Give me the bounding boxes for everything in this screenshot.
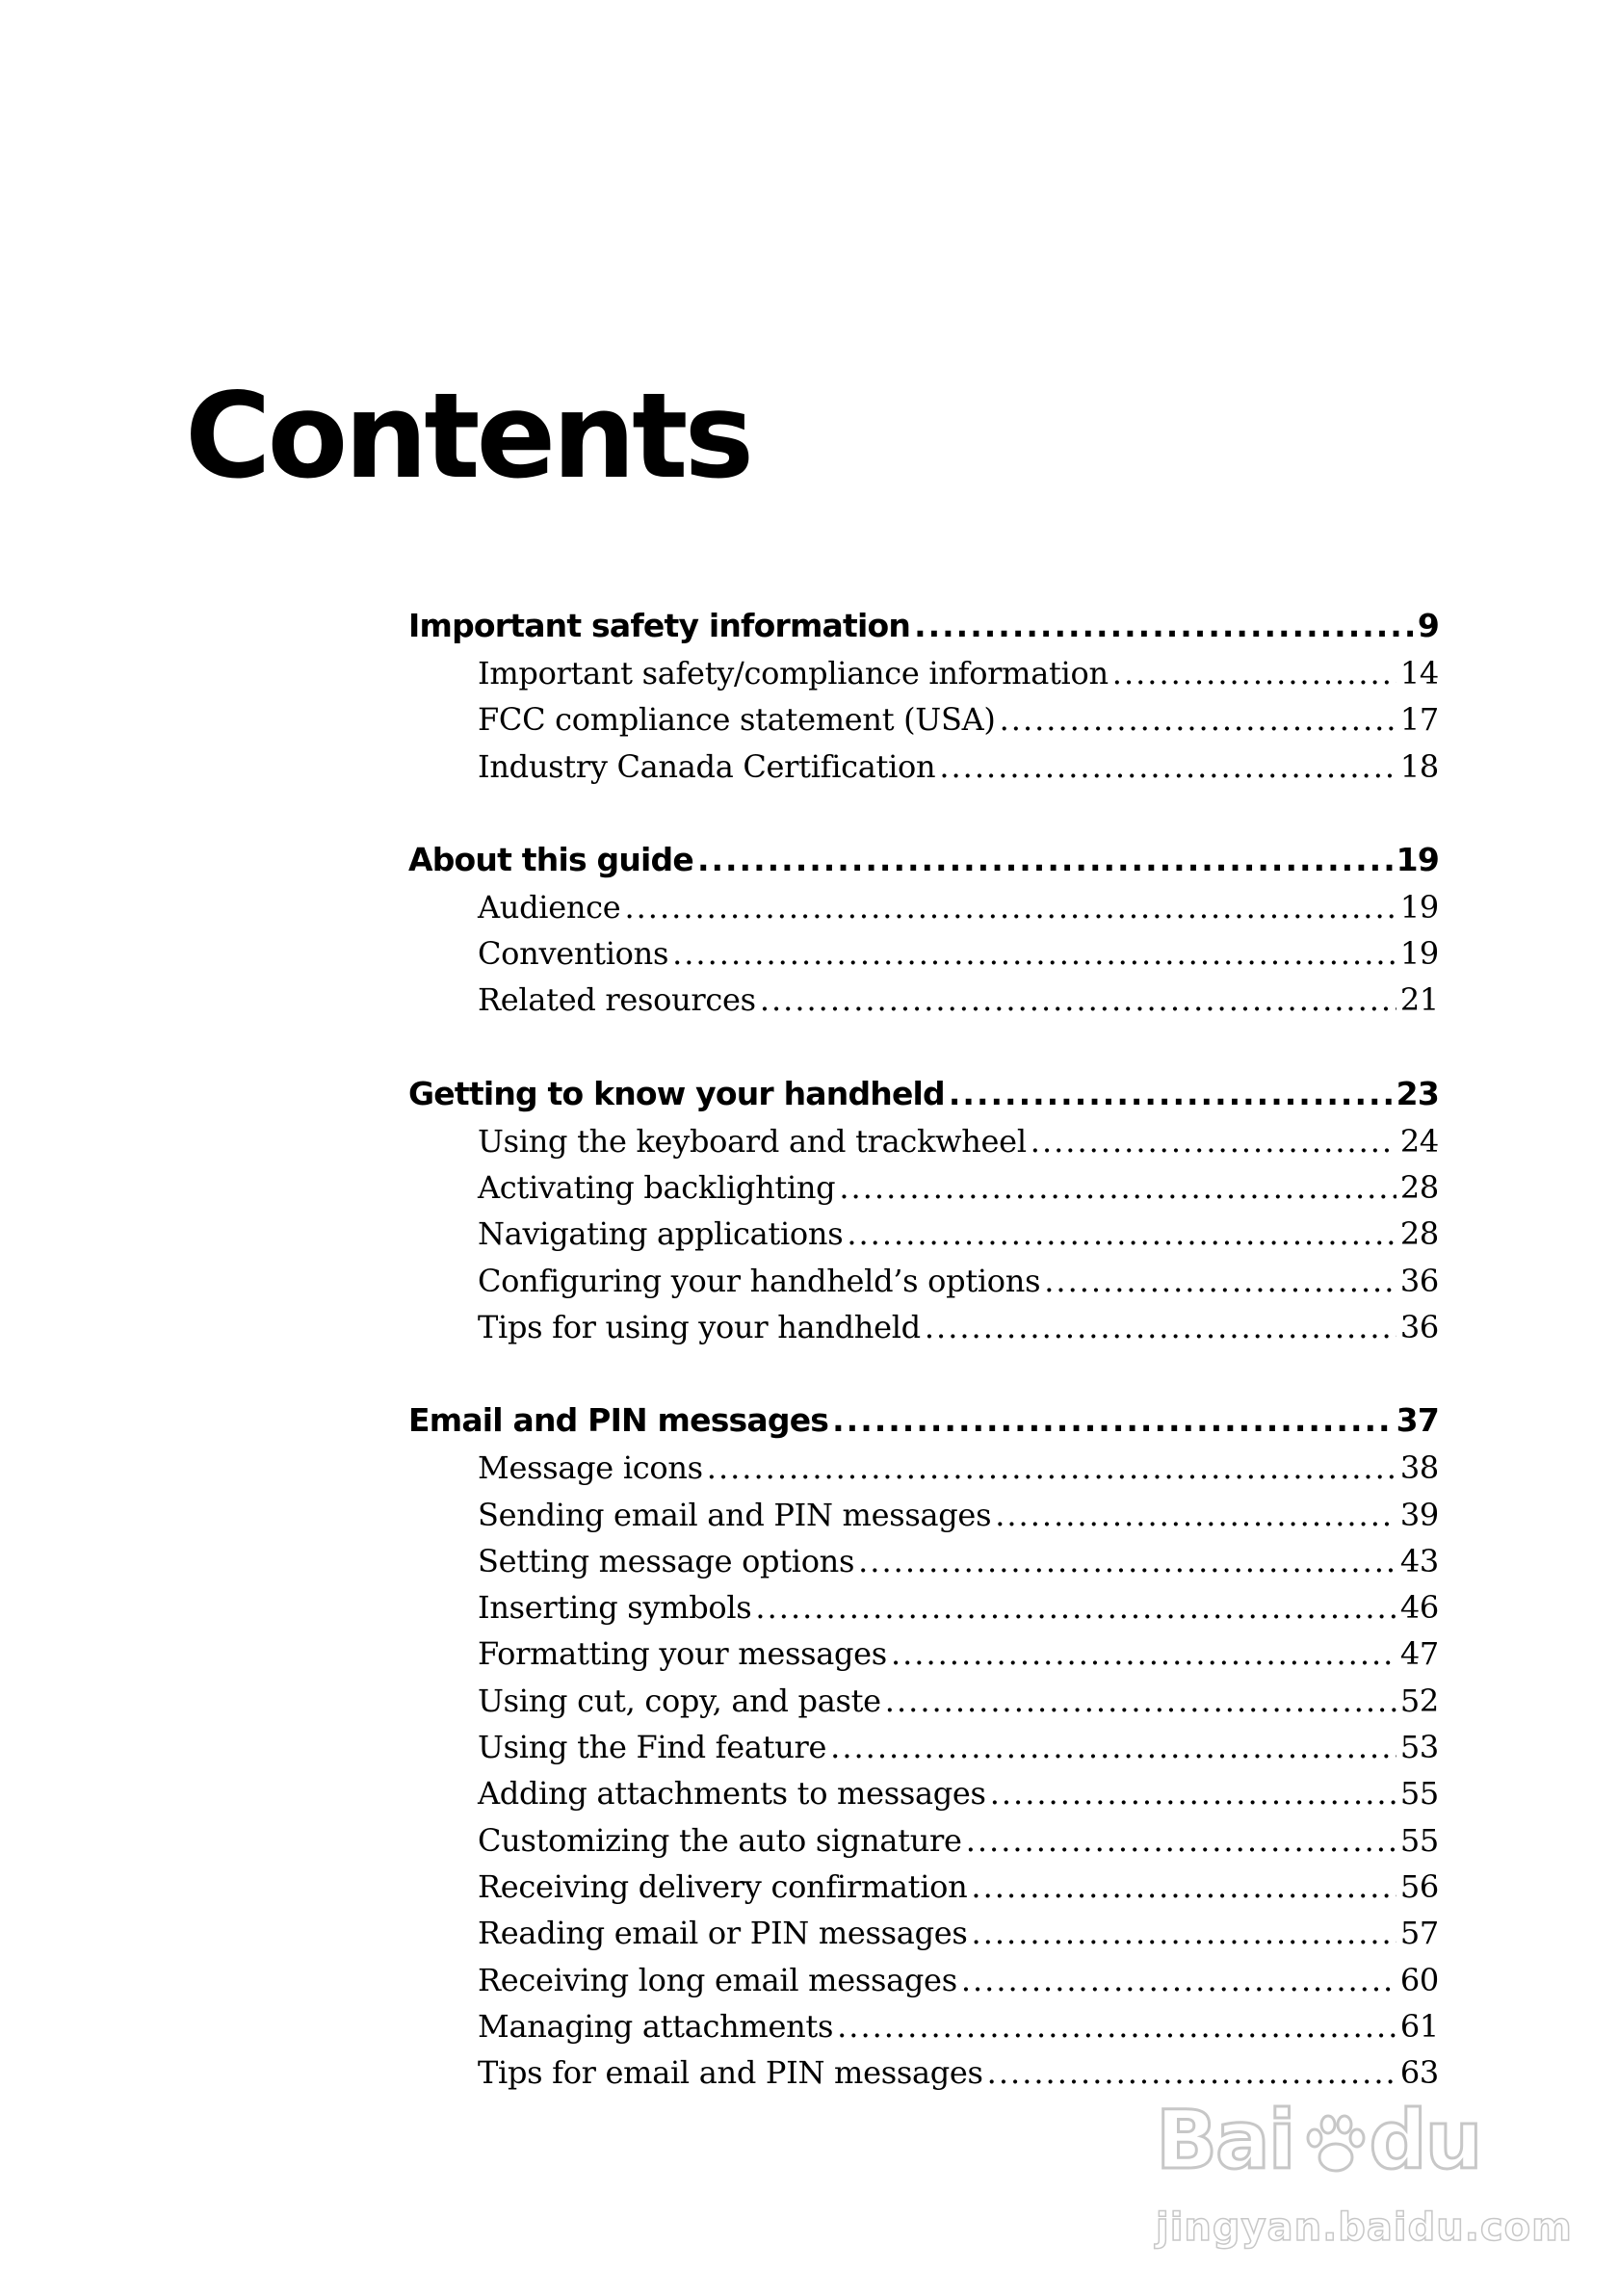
dot-leader bbox=[1044, 1263, 1396, 1299]
toc-entry[interactable] bbox=[408, 1169, 1439, 1215]
toc-page-number: 37 bbox=[1396, 1401, 1439, 1440]
toc-entry[interactable] bbox=[408, 1775, 1439, 1821]
toc-entry[interactable] bbox=[408, 1962, 1439, 2008]
watermark-url: jingyan.baidu.com bbox=[1156, 2205, 1573, 2250]
toc-chapter-label: About this guide bbox=[408, 840, 693, 878]
dot-leader bbox=[885, 1683, 1396, 1719]
toc-chapter-entry[interactable] bbox=[408, 841, 1439, 889]
toc-section bbox=[408, 607, 1439, 795]
toc-entry[interactable] bbox=[408, 1449, 1439, 1496]
dot-leader bbox=[697, 841, 1393, 878]
toc-entry-label: Tips for email and PIN messages bbox=[478, 2054, 983, 2092]
toc-entry[interactable] bbox=[408, 1589, 1439, 1635]
dot-leader bbox=[1112, 655, 1396, 691]
toc-entry-label: Message icons bbox=[478, 1449, 703, 1487]
toc-page-number: 36 bbox=[1399, 1308, 1439, 1345]
toc-page-number: 28 bbox=[1399, 1169, 1439, 1207]
toc-entry[interactable] bbox=[408, 1123, 1439, 1169]
toc-chapter-entry[interactable] bbox=[408, 607, 1439, 655]
dot-leader bbox=[914, 607, 1414, 644]
dot-leader bbox=[990, 1775, 1396, 1812]
toc-entry-label: Audience bbox=[478, 888, 621, 926]
dot-leader bbox=[971, 1868, 1396, 1905]
toc-page-number: 23 bbox=[1396, 1074, 1439, 1112]
dot-leader bbox=[949, 1075, 1393, 1112]
toc-page-number: 61 bbox=[1399, 2007, 1439, 2045]
toc-entry[interactable] bbox=[408, 1683, 1439, 1729]
toc-entry[interactable] bbox=[408, 935, 1439, 981]
toc-entry-label: Customizing the auto signature bbox=[478, 1821, 962, 1859]
toc-entry[interactable] bbox=[408, 1635, 1439, 1682]
toc-page-number: 53 bbox=[1399, 1729, 1439, 1766]
toc-page-number: 63 bbox=[1399, 2054, 1439, 2092]
toc-page-number: 39 bbox=[1399, 1496, 1439, 1533]
toc-entry-label: Configuring your handheld’s options bbox=[478, 1262, 1041, 1299]
toc-page-number: 55 bbox=[1399, 1775, 1439, 1813]
toc-page-number: 36 bbox=[1399, 1262, 1439, 1299]
toc-entry-label: Sending email and PIN messages bbox=[478, 1496, 992, 1533]
toc-page-number: 56 bbox=[1399, 1867, 1439, 1905]
dot-leader bbox=[839, 1169, 1396, 1206]
dot-leader bbox=[966, 1822, 1396, 1859]
toc-page-number: 47 bbox=[1399, 1635, 1439, 1673]
toc-page-number: 46 bbox=[1399, 1589, 1439, 1627]
toc-entry-label: Conventions bbox=[478, 935, 669, 973]
toc-section bbox=[408, 841, 1439, 1029]
dot-leader bbox=[707, 1449, 1396, 1486]
toc-chapter-entry[interactable] bbox=[408, 1075, 1439, 1123]
dot-leader bbox=[832, 1401, 1393, 1439]
dot-leader bbox=[972, 1915, 1396, 1951]
toc-page-number: 19 bbox=[1396, 840, 1439, 878]
toc-entry[interactable] bbox=[408, 1309, 1439, 1355]
toc-entry[interactable] bbox=[408, 1915, 1439, 1961]
dot-leader bbox=[830, 1729, 1396, 1765]
toc-entry[interactable] bbox=[408, 1497, 1439, 1543]
dot-leader bbox=[837, 2008, 1396, 2045]
toc-page-number: 43 bbox=[1399, 1542, 1439, 1579]
toc-entry[interactable] bbox=[408, 1729, 1439, 1775]
toc-entry[interactable] bbox=[408, 1215, 1439, 1262]
page-title: Contents bbox=[185, 368, 751, 505]
toc-entry-label: Navigating applications bbox=[478, 1215, 844, 1253]
dot-leader bbox=[760, 981, 1396, 1018]
toc-page-number: 52 bbox=[1399, 1682, 1439, 1719]
toc-entry[interactable] bbox=[408, 748, 1439, 795]
toc-entry-label: Important safety/compliance information bbox=[478, 655, 1109, 691]
table-of-contents bbox=[408, 607, 1439, 2147]
toc-entry[interactable] bbox=[408, 701, 1439, 747]
toc-entry[interactable] bbox=[408, 655, 1439, 701]
toc-page-number: 55 bbox=[1399, 1821, 1439, 1859]
toc-page-number: 19 bbox=[1399, 935, 1439, 973]
baidu-watermark bbox=[1156, 2093, 1573, 2263]
dot-leader bbox=[925, 1309, 1396, 1345]
toc-entry-label: Managing attachments bbox=[478, 2007, 834, 2045]
dot-leader bbox=[755, 1589, 1396, 1626]
toc-entry-label: Inserting symbols bbox=[478, 1589, 752, 1627]
dot-leader bbox=[995, 1497, 1396, 1533]
dot-leader bbox=[847, 1215, 1396, 1252]
dot-leader bbox=[672, 935, 1396, 972]
toc-chapter-label: Important safety information bbox=[408, 607, 911, 644]
dot-leader bbox=[961, 1962, 1396, 1998]
toc-page-number: 17 bbox=[1399, 701, 1439, 739]
toc-entry[interactable] bbox=[408, 2008, 1439, 2054]
toc-entry[interactable] bbox=[408, 889, 1439, 935]
toc-chapter-label: Email and PIN messages bbox=[408, 1401, 829, 1440]
toc-entry-label: Setting message options bbox=[478, 1542, 855, 1579]
toc-page-number: 24 bbox=[1399, 1122, 1439, 1160]
paw-icon bbox=[1300, 2109, 1371, 2180]
toc-page-number: 38 bbox=[1399, 1449, 1439, 1487]
toc-entry[interactable] bbox=[408, 1263, 1439, 1309]
dot-leader bbox=[987, 2054, 1396, 2091]
toc-entry-label: Industry Canada Certification bbox=[478, 747, 936, 785]
dot-leader bbox=[1000, 701, 1396, 738]
toc-entry-label: Related resources bbox=[478, 981, 756, 1019]
dot-leader bbox=[624, 889, 1396, 926]
toc-entry-label: Using cut, copy, and paste bbox=[478, 1682, 881, 1719]
toc-chapter-entry[interactable] bbox=[408, 1401, 1439, 1449]
dot-leader bbox=[939, 748, 1396, 785]
toc-entry-label: Using the Find feature bbox=[478, 1729, 827, 1766]
toc-page-number: 60 bbox=[1399, 1961, 1439, 1998]
toc-entry[interactable] bbox=[408, 1868, 1439, 1915]
toc-entry-label: Formatting your messages bbox=[478, 1635, 887, 1673]
dot-leader bbox=[891, 1635, 1396, 1672]
watermark-logo-right: du bbox=[1369, 2093, 1481, 2187]
toc-entry-label: Receiving long email messages bbox=[478, 1961, 957, 1998]
toc-page-number: 19 bbox=[1399, 888, 1439, 926]
toc-entry-label: Receiving delivery confirmation bbox=[478, 1867, 968, 1905]
dot-leader bbox=[1031, 1123, 1396, 1160]
toc-page-number: 28 bbox=[1399, 1215, 1439, 1253]
watermark-logo-left: Bai bbox=[1156, 2093, 1294, 2187]
toc-entry-label: FCC compliance statement (USA) bbox=[478, 701, 996, 739]
toc-page-number: 21 bbox=[1399, 981, 1439, 1019]
toc-entry[interactable] bbox=[408, 981, 1439, 1028]
toc-entry[interactable] bbox=[408, 1822, 1439, 1868]
toc-entry-label: Using the keyboard and trackwheel bbox=[478, 1122, 1027, 1160]
toc-entry-label: Reading email or PIN messages bbox=[478, 1915, 968, 1952]
toc-entry-label: Adding attachments to messages bbox=[478, 1775, 986, 1813]
toc-chapter-label: Getting to know your handheld bbox=[408, 1074, 945, 1112]
dot-leader bbox=[858, 1543, 1396, 1579]
toc-entry-label: Tips for using your handheld bbox=[478, 1308, 921, 1345]
toc-page-number: 14 bbox=[1399, 655, 1439, 691]
toc-section bbox=[408, 1401, 1439, 2100]
toc-page-number: 57 bbox=[1399, 1915, 1439, 1952]
toc-entry-label: Activating backlighting bbox=[478, 1169, 836, 1207]
toc-page-number: 18 bbox=[1399, 747, 1439, 785]
toc-entry[interactable] bbox=[408, 1543, 1439, 1589]
toc-section bbox=[408, 1075, 1439, 1355]
toc-page-number: 9 bbox=[1417, 607, 1439, 644]
